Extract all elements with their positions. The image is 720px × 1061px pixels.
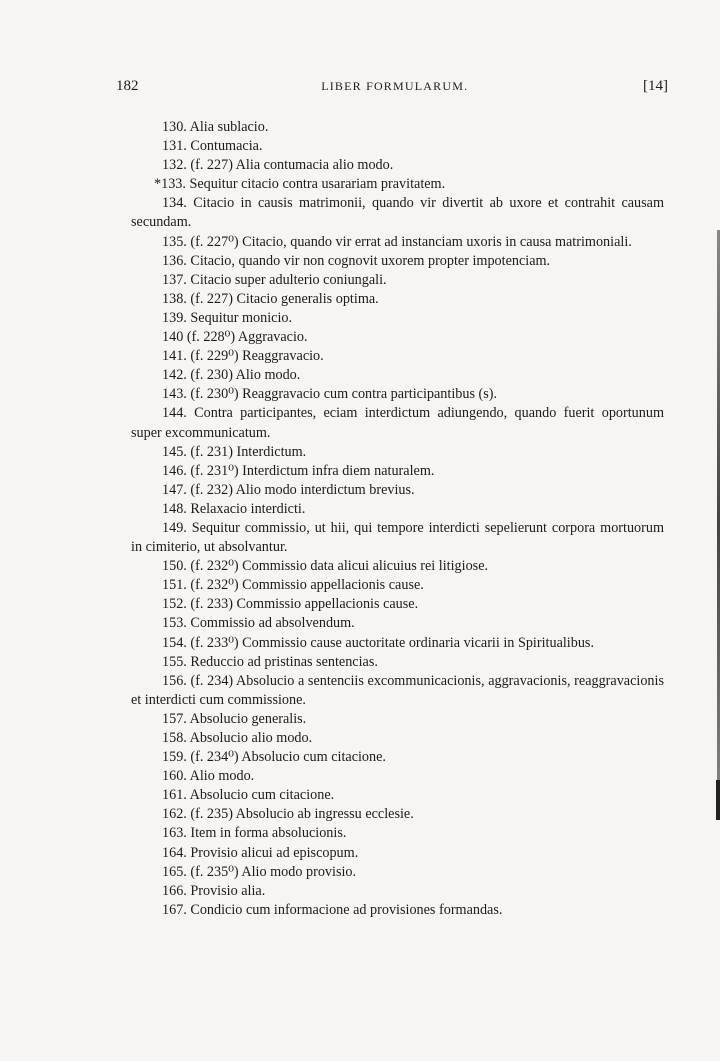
list-item: 152. (f. 233) Commissio appellacionis cause.	[162, 596, 419, 613]
list-item: 148. Relaxacio interdicti.	[162, 500, 306, 517]
list-item: 164. Provisio alicui ad episcopum.	[162, 844, 359, 861]
list-item: 135. (f. 227⁰) Citacio, quando vir errat ad instanciam uxoris in causa matrimoniali.	[162, 233, 632, 250]
list-item: 166. Provisio alia.	[162, 882, 266, 899]
list-item: 137. Citacio super adulterio coniungali.	[162, 271, 387, 288]
list-item: 132. (f. 227) Alia contumacia alio modo.	[162, 157, 394, 174]
section-reference: [14]	[643, 78, 668, 94]
list-item: 144. Contra participantes, eciam interdictum adiungendo, quando fuerit oportunum super excommunicatum.	[131, 405, 664, 441]
running-header	[116, 78, 668, 95]
list-item: 151. (f. 232⁰) Commissio appellacionis cause.	[162, 577, 424, 594]
list-item: 131. Contumacia.	[162, 138, 263, 155]
list-item: 158. Absolucio alio modo.	[162, 730, 313, 746]
binding-edge-mark	[716, 780, 720, 820]
formula-list	[131, 118, 664, 920]
list-item: 161. Absolucio cum citacione.	[162, 787, 335, 804]
list-item: 153. Commissio ad absolvendum.	[162, 615, 355, 632]
list-item: 138. (f. 227) Citacio generalis optima.	[162, 290, 379, 307]
list-item: 149. Sequitur commissio, ut hii, qui tempore interdicti sepelierunt corpora mortuorum in cimiterio, ut absolvantur.	[131, 519, 664, 556]
list-item: 146. (f. 231⁰) Interdictum infra diem naturalem.	[162, 462, 435, 479]
list-item: 147. (f. 232) Alio modo interdictum brevius.	[162, 481, 415, 498]
list-item: 159. (f. 234⁰) Absolucio cum citacione.	[162, 749, 386, 766]
list-item: *133. Sequitur citacio contra usarariam pravitatem.	[154, 176, 446, 193]
list-item: 140 (f. 228⁰) Aggravacio.	[162, 329, 308, 346]
list-item: 145. (f. 231) Interdictum.	[162, 443, 307, 460]
list-item: 142. (f. 230) Alio modo.	[162, 367, 301, 384]
list-item: 163. Item in forma absolucionis.	[162, 825, 347, 842]
list-item: 130. Alia sublacio.	[162, 119, 269, 135]
list-item: 154. (f. 233⁰) Commissio cause auctoritate ordinaria vicarii in Spiritualibus.	[162, 634, 595, 651]
list-item: 165. (f. 235⁰) Alio modo provisio.	[162, 863, 357, 880]
list-item: 139. Sequitur monicio.	[162, 309, 293, 326]
list-item: 136. Citacio, quando vir non cognovit uxorem propter impotenciam.	[162, 252, 551, 269]
list-item: 155. Reduccio ad pristinas sentencias.	[162, 653, 378, 670]
list-item: 160. Alio modo.	[162, 768, 255, 785]
list-item: 150. (f. 232⁰) Commissio data alicui alicuius rei litigiose.	[162, 558, 489, 575]
list-item: 162. (f. 235) Absolucio ab ingressu ecclesie.	[162, 806, 414, 823]
list-item: 143. (f. 230⁰) Reaggravacio cum contra participantibus (s).	[162, 386, 498, 403]
page-number: 182	[116, 78, 139, 94]
list-item: 156. (f. 234) Absolucio a sentenciis excommunicacionis, aggravacionis, reaggravacionis et interdicti cum commissione.	[131, 672, 664, 708]
list-item: 157. Absolucio generalis.	[162, 710, 307, 727]
list-item: 167. Condicio cum informacione ad provisiones formandas.	[162, 901, 503, 918]
list-item: 141. (f. 229⁰) Reaggravacio.	[162, 348, 324, 365]
running-title: LIBER FORMULARUM.	[321, 79, 469, 93]
list-item: 134. Citacio in causis matrimonii, quando vir divertit ab uxore et contrahit causam secundam.	[131, 195, 664, 231]
